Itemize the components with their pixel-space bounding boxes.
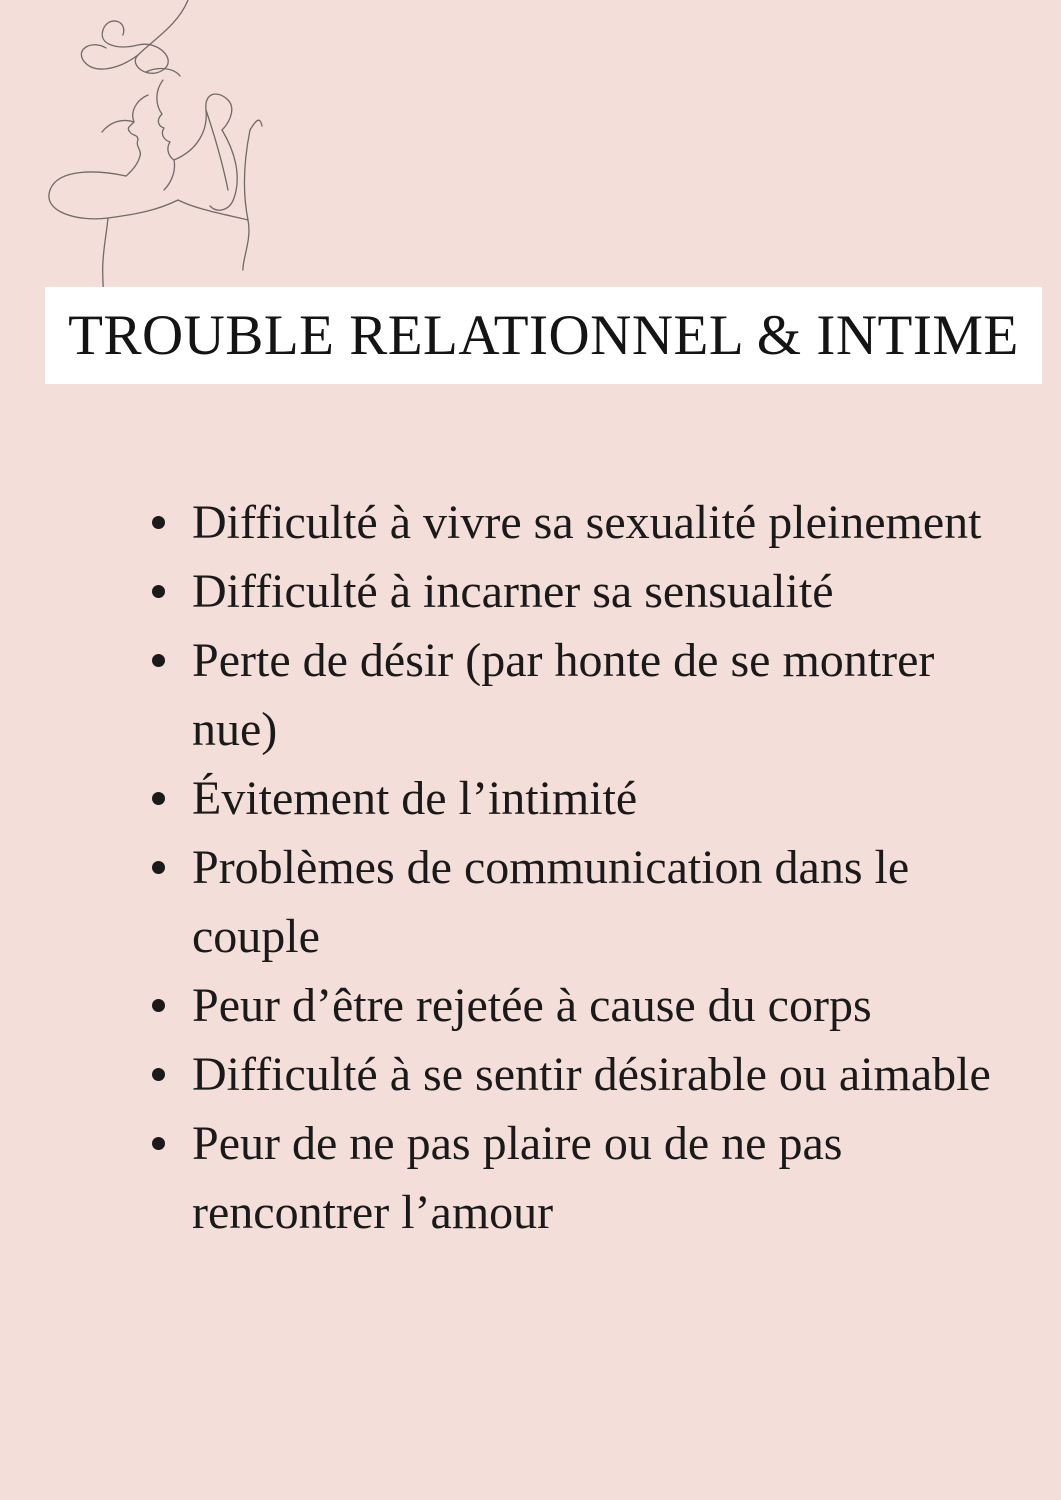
list-item	[150, 488, 1020, 557]
bullet-icon	[152, 999, 165, 1012]
list-item	[150, 557, 1020, 626]
bullet-icon	[152, 654, 165, 667]
list-item-text: Évitement de l’intimité	[192, 772, 638, 825]
bullet-icon	[152, 516, 165, 529]
page-title: TROUBLE RELATIONNEL & INTIME	[68, 304, 1019, 367]
kissing-couple-line-art-icon	[38, 0, 268, 300]
list-item	[150, 764, 1020, 833]
list-item	[150, 1109, 1020, 1247]
bullet-icon	[152, 585, 165, 598]
list-item-text: Perte de désir (par honte de se montrer nue)	[192, 634, 935, 756]
symptom-list	[150, 488, 1020, 1247]
bullet-icon	[152, 1137, 165, 1150]
list-item-text: Difficulté à vivre sa sexualité pleinement	[192, 496, 982, 549]
list-item	[150, 1040, 1020, 1109]
list-item	[150, 833, 1020, 971]
list-item	[150, 971, 1020, 1040]
bullet-icon	[152, 861, 165, 874]
list-item-text: Problèmes de communication dans le couple	[192, 841, 910, 963]
bullet-icon	[152, 792, 165, 805]
list-item	[150, 626, 1020, 764]
bullet-icon	[152, 1068, 165, 1081]
list-item-text: Peur de ne pas plaire ou de ne pas rencontrer l’amour	[192, 1117, 843, 1239]
list-item-text: Difficulté à se sentir désirable ou aimable	[192, 1048, 991, 1101]
list-item-text: Peur d’être rejetée à cause du corps	[192, 979, 872, 1032]
list-item-text: Difficulté à incarner sa sensualité	[192, 565, 834, 618]
title-banner	[45, 287, 1042, 384]
